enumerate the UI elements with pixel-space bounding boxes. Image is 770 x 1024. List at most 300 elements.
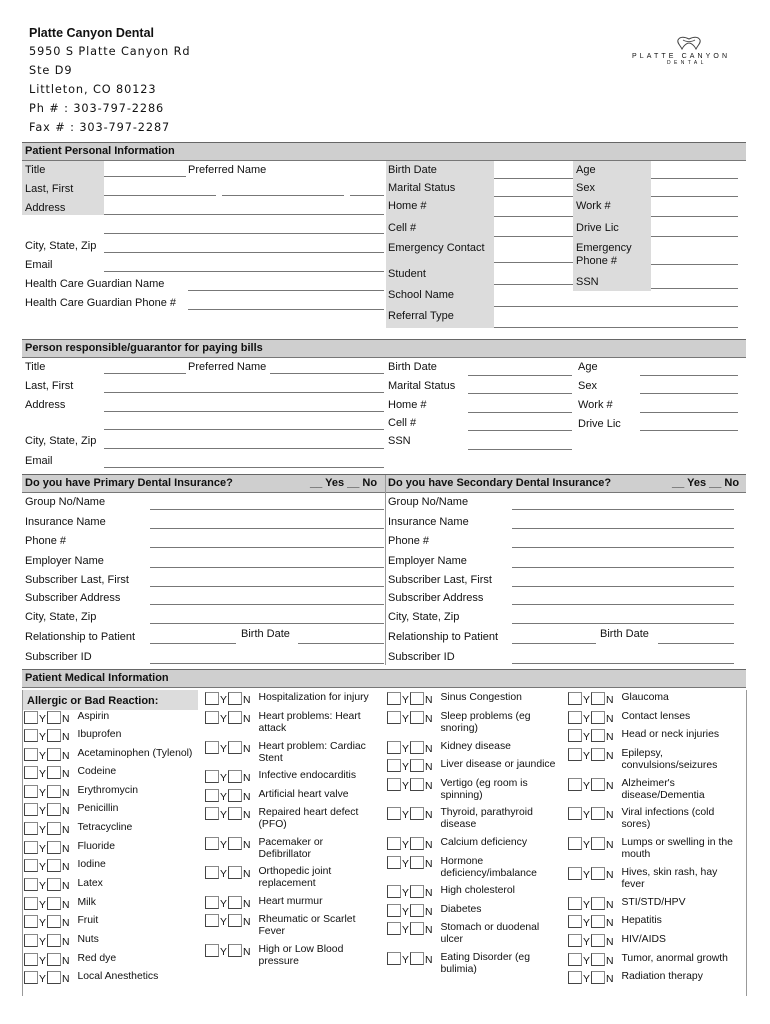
condition-label: Hepatitis [621,915,662,926]
sec-insurance-name-field[interactable] [512,528,734,529]
yes-checkbox[interactable] [24,729,38,742]
no-label: N [605,956,614,967]
no-checkbox[interactable] [228,896,242,909]
sec-city-label: City, State, Zip [388,611,460,623]
pri-relationship-field[interactable] [150,643,236,644]
sec-phone-label: Phone # [388,535,429,547]
condition-item-heart-problem-cardiac-stent [205,741,366,764]
no-checkbox[interactable] [47,878,61,891]
no-checkbox[interactable] [228,770,242,783]
sec-subscriber-id-field[interactable] [512,663,734,664]
guarantor-sex-field[interactable] [640,393,738,394]
patient-guardian-phone-label: Health Care Guardian Phone # [25,297,177,309]
no-checkbox[interactable] [47,766,61,779]
no-label: N [605,714,614,725]
yes-checkbox[interactable] [387,741,401,754]
condition-label: Epilepsy, convulsions/seizures [621,748,718,771]
sec-city-field[interactable] [512,623,734,624]
yes-label: Y [39,900,46,911]
patient-referral-field[interactable] [494,327,738,328]
yes-checkbox[interactable] [568,711,582,724]
condition-label: Heart problem: Cardiac Stent [258,741,366,764]
yes-checkbox[interactable] [24,711,38,724]
secondary-insurance-yes-no[interactable]: __ Yes __ No [672,477,740,489]
sec-birth-date-field[interactable] [658,643,734,644]
pri-city-field[interactable] [150,623,384,624]
guarantor-email-field[interactable] [104,467,384,468]
yes-label: Y [39,714,46,725]
sec-employer-field[interactable] [512,567,734,568]
condition-item-milk [24,897,96,912]
no-checkbox[interactable] [591,711,605,724]
condition-item-red-dye [24,953,116,968]
guarantor-section-header [22,339,746,358]
practice-city: Littleton, CO 80123 [29,83,157,96]
patient-school-field[interactable] [494,306,738,307]
no-checkbox[interactable] [591,729,605,742]
pri-employer-field[interactable] [150,567,384,568]
yes-label: Y [583,870,590,881]
yes-label: Y [583,974,590,985]
no-label: N [424,840,433,851]
no-checkbox[interactable] [410,952,424,965]
no-checkbox[interactable] [591,807,605,820]
no-label: N [61,974,70,985]
yes-checkbox[interactable] [205,741,219,754]
no-label: N [61,769,70,780]
guarantor-birth-date-label: Birth Date [388,361,437,373]
no-label: N [242,840,251,851]
condition-label: Thyroid, parathyroid disease [440,807,533,830]
guarantor-marital-field[interactable] [468,393,572,394]
yes-checkbox[interactable] [205,944,219,957]
sec-subscriber-id-label: Subscriber ID [388,651,455,663]
condition-label: Kidney disease [440,741,511,752]
pri-subscriber-id-field[interactable] [150,663,384,664]
condition-item-tetracycline [24,822,132,837]
no-checkbox[interactable] [228,789,242,802]
condition-item-tumor-anormal-growth [568,953,728,968]
yes-checkbox[interactable] [24,953,38,966]
guarantor-work-field[interactable] [640,412,738,413]
condition-label: Tetracycline [77,822,133,833]
patient-guardian-name-field[interactable] [188,290,384,291]
no-label: N [605,937,614,948]
pri-employer-label: Employer Name [25,555,104,567]
patient-birth-date-field[interactable] [494,178,573,179]
patient-emergency-contact-label: Emergency Contact [388,242,485,254]
yes-label: Y [583,810,590,821]
condition-label: Liver disease or jaundice [440,759,556,770]
yes-label: Y [220,714,227,725]
condition-label: Heart problems: Heart attack [258,711,361,734]
no-label: N [605,900,614,911]
patient-student-field[interactable] [494,284,573,285]
no-label: N [424,695,433,706]
condition-label: High or Low Blood pressure [258,944,344,967]
guarantor-home-field[interactable] [468,412,572,413]
guarantor-title-field[interactable] [104,373,186,374]
no-checkbox[interactable] [228,807,242,820]
sec-relationship-label: Relationship to Patient [388,631,499,643]
no-checkbox[interactable] [591,897,605,910]
pri-birth-date-label: Birth Date [241,628,290,640]
no-checkbox[interactable] [591,748,605,761]
condition-label: Penicillin [77,803,119,814]
sec-subscriber-address-field[interactable] [512,604,734,605]
patient-title-field[interactable] [104,176,186,177]
no-checkbox[interactable] [228,692,242,705]
condition-label: High cholesterol [440,885,515,896]
no-label: N [61,900,70,911]
yes-label: Y [402,907,409,918]
yes-label: Y [220,947,227,958]
yes-label: Y [583,918,590,929]
sec-group-field[interactable] [512,509,734,510]
patient-guardian-phone-field[interactable] [188,309,384,310]
no-checkbox[interactable] [410,837,424,850]
pri-insurance-name-field[interactable] [150,528,384,529]
yes-checkbox[interactable] [387,952,401,965]
guarantor-last-first-label: Last, First [25,380,74,392]
condition-item-glaucoma [568,692,669,707]
yes-checkbox[interactable] [568,953,582,966]
yes-checkbox[interactable] [568,748,582,761]
yes-checkbox[interactable] [568,971,582,984]
condition-label: Orthopedic joint replacement [258,866,332,889]
condition-item-hormone-deficiency-imbalance [387,856,537,879]
primary-insurance-question: Do you have Primary Dental Insurance? [25,477,233,489]
no-checkbox[interactable] [228,837,242,850]
condition-item-high-or-low-blood-pressure [205,944,343,967]
yes-checkbox[interactable] [24,971,38,984]
condition-item-ibuprofen [24,729,121,744]
guarantor-email-label: Email [25,455,53,467]
pri-group-field[interactable] [150,509,384,510]
yes-checkbox[interactable] [205,770,219,783]
yes-checkbox[interactable] [568,807,582,820]
no-checkbox[interactable] [410,692,424,705]
patient-mi-field[interactable] [350,195,384,196]
yes-checkbox[interactable] [24,897,38,910]
no-checkbox[interactable] [47,841,61,854]
yes-label: Y [402,695,409,706]
yes-label: Y [39,732,46,743]
primary-insurance-yes-no[interactable]: __ Yes __ No [310,477,378,489]
pri-relationship-label: Relationship to Patient [25,631,136,643]
no-checkbox[interactable] [47,785,61,798]
pri-phone-field[interactable] [150,547,384,548]
condition-item-high-cholesterol [387,885,515,900]
guarantor-preferred-name-label: Preferred Name [188,361,267,373]
no-label: N [424,781,433,792]
no-checkbox[interactable] [410,759,424,772]
yes-checkbox[interactable] [387,807,401,820]
pri-subscriber-name-label: Subscriber Last, First [25,574,129,586]
yes-checkbox[interactable] [24,766,38,779]
guarantor-city-label: City, State, Zip [25,435,97,447]
condition-item-heart-murmur [205,896,323,911]
patient-emergency-phone-field[interactable] [651,264,738,265]
patient-last-field[interactable] [104,195,216,196]
guarantor-preferred-field[interactable] [270,373,384,374]
yes-label: Y [402,888,409,899]
no-checkbox[interactable] [591,934,605,947]
no-checkbox[interactable] [410,885,424,898]
condition-label: STI/STD/HPV [621,897,686,908]
condition-item-iodine [24,859,106,874]
yes-checkbox[interactable] [205,837,219,850]
yes-checkbox[interactable] [387,837,401,850]
pri-subscriber-address-field[interactable] [150,604,384,605]
yes-checkbox[interactable] [568,867,582,880]
condition-item-penicillin [24,803,118,818]
no-checkbox[interactable] [47,859,61,872]
no-checkbox[interactable] [228,866,242,879]
patient-work-field[interactable] [651,216,738,217]
condition-item-orthopedic-joint-replacement [205,866,331,889]
patient-emergency-phone-label: Emergency Phone # [576,242,632,267]
no-checkbox[interactable] [591,953,605,966]
yes-checkbox[interactable] [568,778,582,791]
patient-first-field[interactable] [222,195,344,196]
patient-referral-type-label: Referral Type [388,310,454,322]
condition-item-kidney-disease [387,741,511,756]
no-checkbox[interactable] [410,856,424,869]
no-label: N [61,918,70,929]
no-checkbox[interactable] [47,915,61,928]
yes-checkbox[interactable] [205,711,219,724]
yes-checkbox[interactable] [387,711,401,724]
yes-checkbox[interactable] [24,934,38,947]
yes-label: Y [402,925,409,936]
no-checkbox[interactable] [47,953,61,966]
patient-email-label: Email [25,259,53,271]
condition-label: Infective endocarditis [258,770,357,781]
patient-title-label: Title [25,164,46,176]
patient-student-label: Student [388,268,426,280]
yes-label: Y [583,956,590,967]
condition-label: Hives, skin rash, hay fever [621,867,718,890]
condition-item-liver-disease-or-jaundice [387,759,555,774]
yes-label: Y [39,788,46,799]
no-checkbox[interactable] [591,778,605,791]
yes-checkbox[interactable] [24,803,38,816]
no-checkbox[interactable] [410,922,424,935]
practice-address-1: 5950 S Platte Canyon Rd [29,45,191,58]
no-checkbox[interactable] [47,729,61,742]
no-label: N [61,881,70,892]
no-checkbox[interactable] [410,807,424,820]
yes-checkbox[interactable] [568,934,582,947]
yes-checkbox[interactable] [387,692,401,705]
allergy-section-title: Allergic or Bad Reaction: [27,695,159,707]
yes-checkbox[interactable] [387,856,401,869]
no-label: N [605,810,614,821]
no-checkbox[interactable] [591,867,605,880]
yes-checkbox[interactable] [24,841,38,854]
condition-label: Viral infections (cold sores) [621,807,715,830]
guarantor-city-field[interactable] [104,448,384,449]
yes-label: Y [583,732,590,743]
no-checkbox[interactable] [591,692,605,705]
guarantor-cell-field[interactable] [468,430,572,431]
sec-subscriber-name-label: Subscriber Last, First [388,574,492,586]
pri-insurance-name-label: Insurance Name [25,516,106,528]
no-label: N [242,899,251,910]
condition-item-aspirin [24,711,109,726]
yes-checkbox[interactable] [387,904,401,917]
guarantor-drive-lic-field[interactable] [640,430,738,431]
pri-subscriber-id-label: Subscriber ID [25,651,92,663]
no-checkbox[interactable] [47,822,61,835]
no-label: N [424,810,433,821]
condition-label: Head or neck injuries [621,729,720,740]
guarantor-ssn-field[interactable] [468,449,572,450]
guarantor-last-first-field[interactable] [104,392,384,393]
patient-age-field[interactable] [651,178,738,179]
no-checkbox[interactable] [47,748,61,761]
condition-item-artificial-heart-valve [205,789,349,804]
no-label: N [605,751,614,762]
yes-checkbox[interactable] [387,778,401,791]
yes-label: Y [402,955,409,966]
yes-checkbox[interactable] [205,866,219,879]
yes-label: Y [583,781,590,792]
condition-label: Sleep problems (eg snoring) [440,711,531,734]
no-checkbox[interactable] [47,803,61,816]
condition-label: Calcium deficiency [440,837,528,848]
no-checkbox[interactable] [410,711,424,724]
patient-ssn-field[interactable] [651,288,738,289]
patient-marital-field[interactable] [494,196,573,197]
no-checkbox[interactable] [591,837,605,850]
patient-city-field[interactable] [104,252,384,253]
yes-label: Y [220,869,227,880]
yes-label: Y [583,840,590,851]
sec-phone-field[interactable] [512,547,734,548]
patient-address-field[interactable] [104,214,384,215]
yes-label: Y [402,810,409,821]
guarantor-address-label: Address [25,399,66,411]
condition-label: Red dye [77,953,117,964]
no-checkbox[interactable] [410,904,424,917]
yes-checkbox[interactable] [205,914,219,927]
yes-label: Y [220,695,227,706]
patient-address2-field[interactable] [104,233,384,234]
no-label: N [61,806,70,817]
yes-checkbox[interactable] [387,922,401,935]
condition-label: Local Anesthetics [77,971,159,982]
patient-drive-lic-field[interactable] [651,236,738,237]
no-checkbox[interactable] [591,971,605,984]
guarantor-age-label: Age [578,361,598,373]
condition-item-alzheimer-s-disease-dementia [568,778,705,801]
yes-label: Y [402,762,409,773]
yes-checkbox[interactable] [568,897,582,910]
no-checkbox[interactable] [228,741,242,754]
condition-item-hepatitis [568,915,662,930]
guarantor-age-field[interactable] [640,375,738,376]
yes-checkbox[interactable] [568,915,582,928]
yes-checkbox[interactable] [24,748,38,761]
yes-label: Y [39,862,46,873]
no-checkbox[interactable] [47,971,61,984]
yes-checkbox[interactable] [387,759,401,772]
condition-item-pacemaker-or-defibrillator [205,837,323,860]
guarantor-sex-label: Sex [578,380,597,392]
pri-phone-label: Phone # [25,535,66,547]
pri-subscriber-name-field[interactable] [150,586,384,587]
practice-phone: Ph # : 303-797-2286 [29,102,165,115]
condition-label: Codeine [77,766,117,777]
yes-checkbox[interactable] [24,822,38,835]
no-checkbox[interactable] [228,914,242,927]
condition-item-codeine [24,766,116,781]
no-checkbox[interactable] [47,897,61,910]
yes-checkbox[interactable] [205,789,219,802]
patient-emergency-contact-field[interactable] [494,262,573,263]
secondary-insurance-question: Do you have Secondary Dental Insurance? [388,477,612,489]
yes-checkbox[interactable] [568,729,582,742]
condition-item-viral-infections-cold-sores [568,807,714,830]
no-checkbox[interactable] [410,778,424,791]
yes-checkbox[interactable] [24,785,38,798]
no-label: N [605,974,614,985]
guarantor-address-field[interactable] [104,411,384,412]
patient-cell-field[interactable] [494,236,573,237]
yes-checkbox[interactable] [24,859,38,872]
no-checkbox[interactable] [591,915,605,928]
condition-label: Lumps or swelling in the mouth [621,837,733,860]
yes-checkbox[interactable] [205,807,219,820]
yes-checkbox[interactable] [387,885,401,898]
guarantor-birth-date-field[interactable] [468,375,572,376]
no-checkbox[interactable] [228,944,242,957]
patient-email-field[interactable] [104,271,384,272]
sec-relationship-field[interactable] [512,643,596,644]
yes-checkbox[interactable] [205,692,219,705]
no-checkbox[interactable] [47,934,61,947]
condition-item-sinus-congestion [387,692,522,707]
no-checkbox[interactable] [228,711,242,724]
sec-subscriber-name-field[interactable] [512,586,734,587]
pri-birth-date-field[interactable] [298,643,384,644]
no-checkbox[interactable] [47,711,61,724]
patient-last-first-label: Last, First [25,183,74,195]
pri-subscriber-address-label: Subscriber Address [25,592,121,604]
patient-sex-field[interactable] [651,196,738,197]
no-checkbox[interactable] [410,741,424,754]
patient-home-field[interactable] [494,216,573,217]
yes-checkbox[interactable] [568,692,582,705]
yes-checkbox[interactable] [205,896,219,909]
no-label: N [424,744,433,755]
condition-label: Latex [77,878,103,889]
no-label: N [242,869,251,880]
yes-label: Y [39,956,46,967]
patient-age-label: Age [576,164,596,176]
yes-checkbox[interactable] [24,915,38,928]
yes-checkbox[interactable] [568,837,582,850]
yes-checkbox[interactable] [24,878,38,891]
condition-label: Acetaminophen (Tylenol) [77,748,193,759]
practice-name: Platte Canyon Dental [29,26,155,40]
guarantor-address2-field[interactable] [104,429,384,430]
guarantor-home-label: Home # [388,399,427,411]
condition-item-sti-std-hpv [568,897,686,912]
guarantor-marital-label: Marital Status [388,380,456,392]
